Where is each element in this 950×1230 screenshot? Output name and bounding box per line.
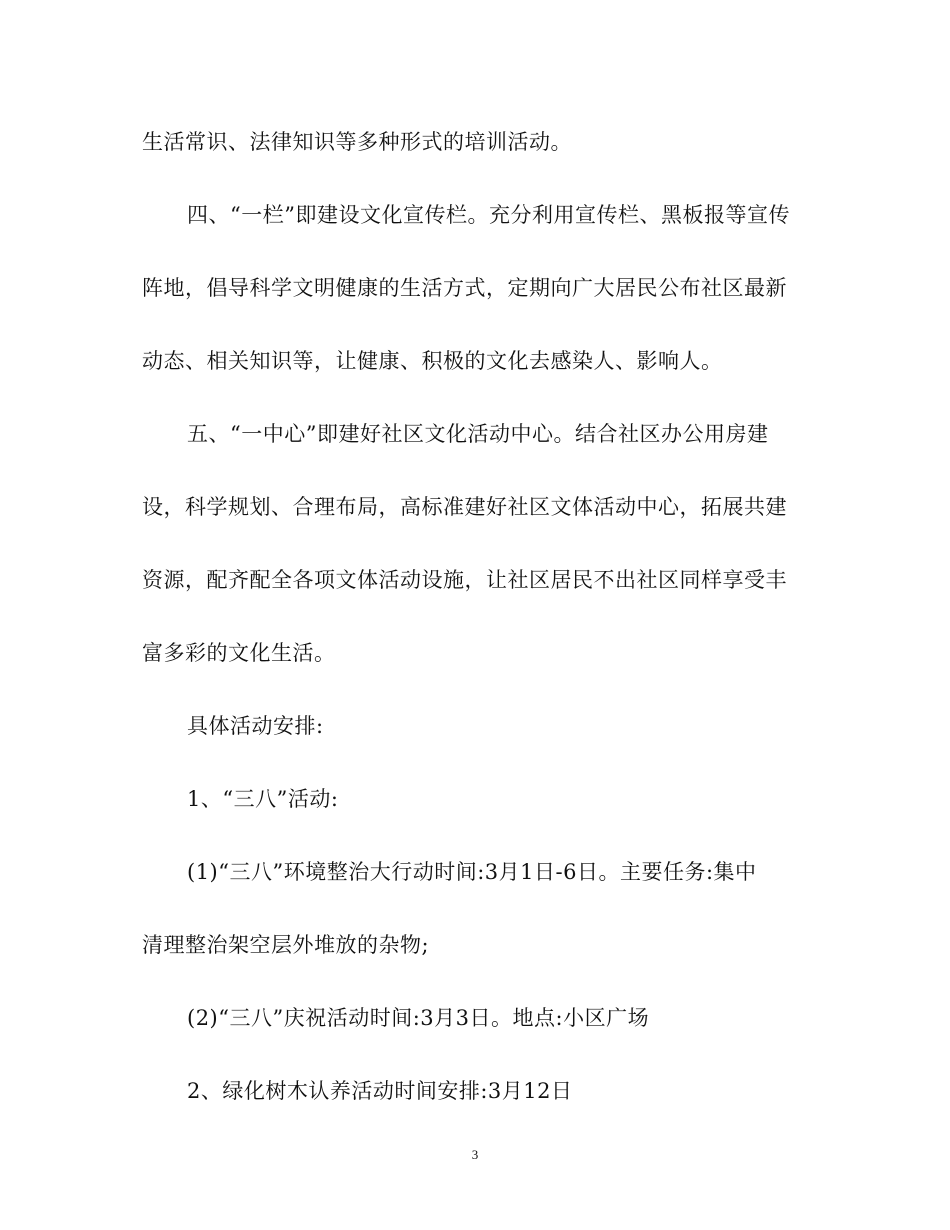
text-line: 清理整治架空层外堆放的杂物; [142, 933, 430, 957]
text-line: 生活常识、法律知识等多种形式的培训活动。 [142, 130, 572, 154]
text-line: 阵地，倡导科学文明健康的生活方式，定期向广大居民公布社区最新 [142, 276, 787, 300]
list-item: 2、绿化树木认养活动时间安排:3月12日 [187, 1079, 573, 1103]
text-line: 动态、相关知识等，让健康、积极的文化去感染人、影响人。 [142, 349, 723, 373]
paragraph-5-start: 五、“一中心”即建好社区文化活动中心。结合社区办公用房建 [187, 422, 769, 446]
text-line: 资源，配齐配全各项文体活动设施，让社区居民不出社区同样享受丰 [142, 568, 787, 592]
text-line: 设，科学规划、合理布局，高标准建好社区文体活动中心，拓展共建 [142, 495, 787, 519]
list-item: (1)“三八”环境整治大行动时间:3月1日-6日。主要任务:集中 [187, 860, 757, 884]
list-item: 1、“三八”活动: [187, 787, 339, 811]
list-item: (2)“三八”庆祝活动时间:3月3日。地点:小区广场 [187, 1006, 650, 1030]
text-line: 富多彩的文化生活。 [142, 641, 336, 665]
section-heading: 具体活动安排: [187, 714, 324, 738]
page-number: 3 [471, 1147, 479, 1162]
paragraph-4-start: 四、“一栏”即建设文化宣传栏。充分利用宣传栏、黑板报等宣传 [187, 203, 790, 227]
